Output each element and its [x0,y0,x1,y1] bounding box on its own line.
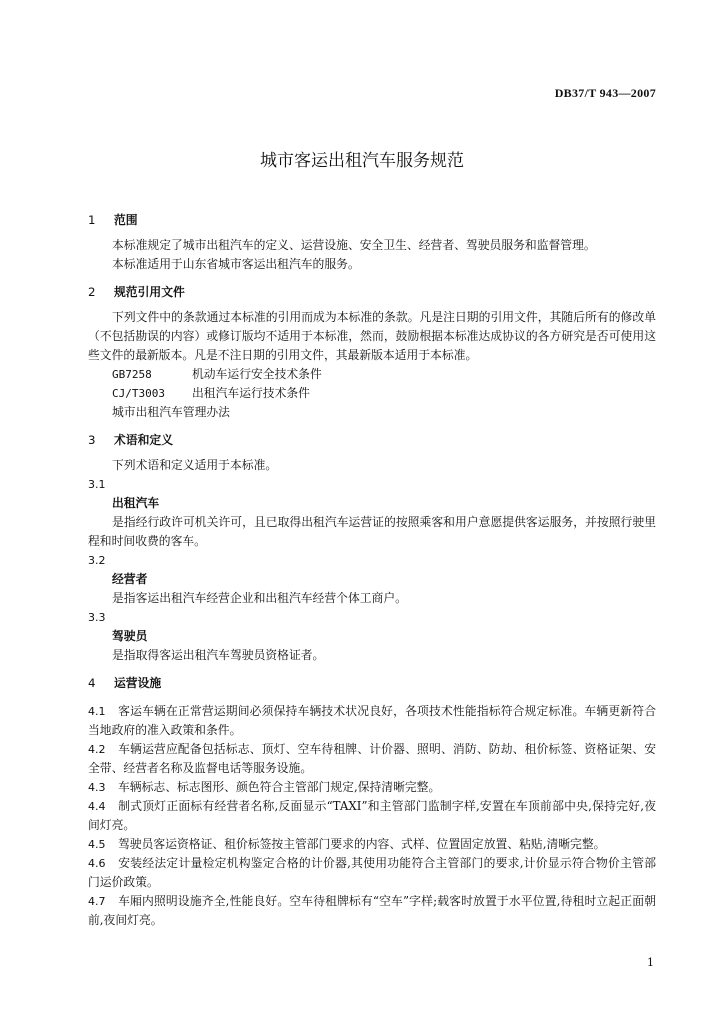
section-number: 1 [88,213,96,227]
clause-number: 4.7 [88,895,106,908]
clause [88,835,656,854]
clause-number: 4.1 [88,705,106,718]
page-number: 1 [647,956,654,969]
term-name: 经营者 [112,572,148,586]
clause-text: 车辆标志、标志图形、颜色符合主管部门规定,保持清晰完整。 [118,780,441,794]
term-name: 出租汽车 [112,496,160,510]
reference-item [88,384,656,403]
clause [88,740,656,778]
section-number: 4 [88,676,96,690]
clause-text: 客运车辆在正常营运期间必须保持车辆技术状况良好，各项技术性能指标符合规定标准。车辆更新符合当地政府的准入政策和条件。 [88,704,656,737]
clause-number: 4.3 [88,781,106,794]
section-number: 3 [88,433,96,447]
section-title: 运营设施 [114,676,162,690]
document-body [88,211,656,930]
section-title: 规范引用文件 [114,285,185,299]
term-name: 驾驶员 [112,629,148,643]
clause-text: 制式顶灯正面标有经营者名称,反面显示“TAXI”和主管部门监制字样,安置在车顶前部中央,保持完好,夜间灯亮。 [88,799,656,832]
term-number: 3.3 [88,611,106,624]
term-number: 3.2 [88,554,106,567]
clause-text: 车辆运营应配备包括标志、顶灯、空车待租牌、计价器、照明、消防、防劫、租价标签、资格证架、安全带、经营者名称及监督电话等服务设施。 [88,742,656,775]
clause-number: 4.5 [88,838,106,851]
term-definition: 是指客运出租汽车经营企业和出租汽车经营个体工商户。 [112,591,407,605]
reference-item [88,365,656,384]
standard-code: DB37/T 943—2007 [554,86,656,100]
clause-text: 驾驶员客运资格证、租价标签按主管部门要求的内容、式样、位置固定放置、粘贴,清晰完整。 [118,837,606,851]
clause-number: 4.2 [88,743,106,756]
term-definition: 是指取得客运出租汽车驾驶员资格证者。 [112,648,325,662]
term-definition: 是指经行政许可机关许可，且已取得出租汽车运营证的按照乘客和用户意愿提供客运服务，并按照行驶里程和时间收费的客车。 [88,515,656,548]
reference-name: 出租汽车运行技术条件 [192,386,310,400]
reference-name: 城市出租汽车管理办法 [112,405,230,419]
paragraph: 本标准适用于山东省城市客运出租汽车的服务。 [112,257,360,271]
section-2-heading [88,283,656,302]
clause [88,702,656,740]
clause-number: 4.6 [88,857,106,870]
reference-code: GB7258 [112,368,152,381]
paragraph: 下列文件中的条款通过本标准的引用而成为本标准的条款。凡是注日期的引用文件，其随后所有的修改单（不包括勘误的内容）或修订版均不适用于本标准，然而，鼓励根据本标准达成协议的各方研究是否可使用这些文件的最新版本。凡是不注日期的引用文件，其最新版本适用于本标准。 [88,310,656,362]
paragraph: 本标准规定了城市出租汽车的定义、运营设施、安全卫生、经营者、驾驶员服务和监督管理。 [112,238,596,252]
section-4-heading [88,674,656,693]
clause-text: 安装经法定计量检定机构鉴定合格的计价器,其使用功能符合主管部门的要求,计价显示符合物价主管部门运价政策。 [88,856,656,889]
clause-number: 4.4 [88,800,106,813]
clause [88,778,656,797]
section-1-heading [88,211,656,230]
clause-text: 车厢内照明设施齐全,性能良好。空车待租牌标有“空车”字样;载客时放置于水平位置,待租时立起正面朝前,夜间灯亮。 [88,894,656,927]
section-number: 2 [88,285,96,299]
section-title: 术语和定义 [114,433,173,447]
reference-name: 机动车运行安全技术条件 [192,367,322,381]
section-3-heading [88,431,656,450]
reference-code: CJ/T3003 [112,387,165,400]
paragraph: 下列术语和定义适用于本标准。 [112,458,278,472]
section-title: 范围 [114,213,138,227]
clause [88,797,656,835]
clause [88,892,656,930]
term-number: 3.1 [88,478,106,491]
document-title: 城市客运出租汽车服务规范 [260,151,464,171]
clause [88,854,656,892]
reference-item [88,403,656,422]
